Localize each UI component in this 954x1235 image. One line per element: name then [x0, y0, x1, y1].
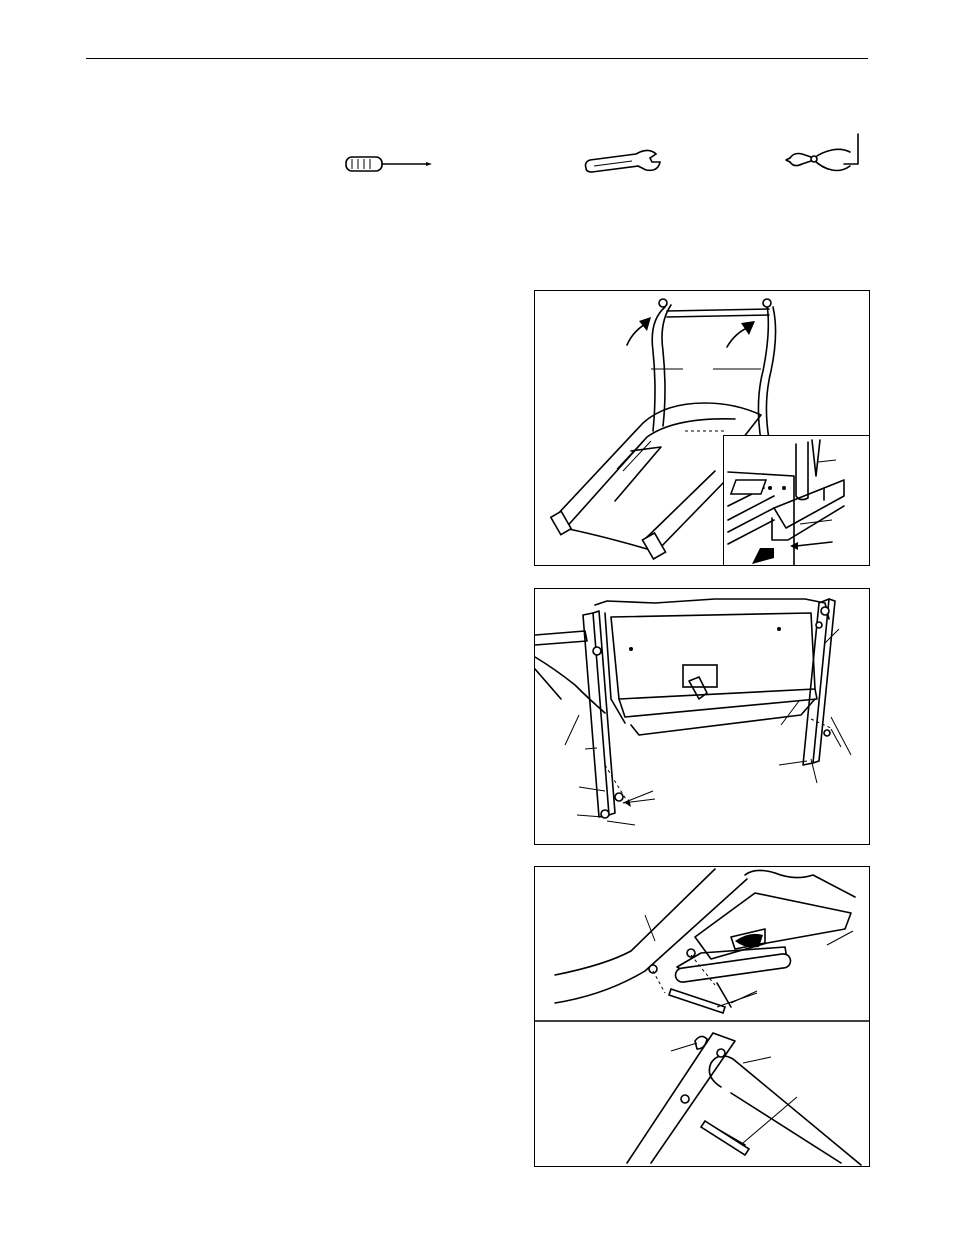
- pliers-and-hex-key-icon: [784, 130, 868, 176]
- header-rule: [86, 58, 868, 59]
- figure-1-inset: [723, 435, 870, 566]
- figure-3-drawing: [535, 867, 870, 1167]
- figure-2-frame: [534, 588, 870, 845]
- screwdriver-icon: [340, 150, 436, 178]
- figure-1-frame: [534, 290, 870, 566]
- figure-3-frame: [534, 866, 870, 1167]
- adjustable-wrench-icon: [580, 148, 664, 176]
- figure-2-drawing: [535, 589, 870, 845]
